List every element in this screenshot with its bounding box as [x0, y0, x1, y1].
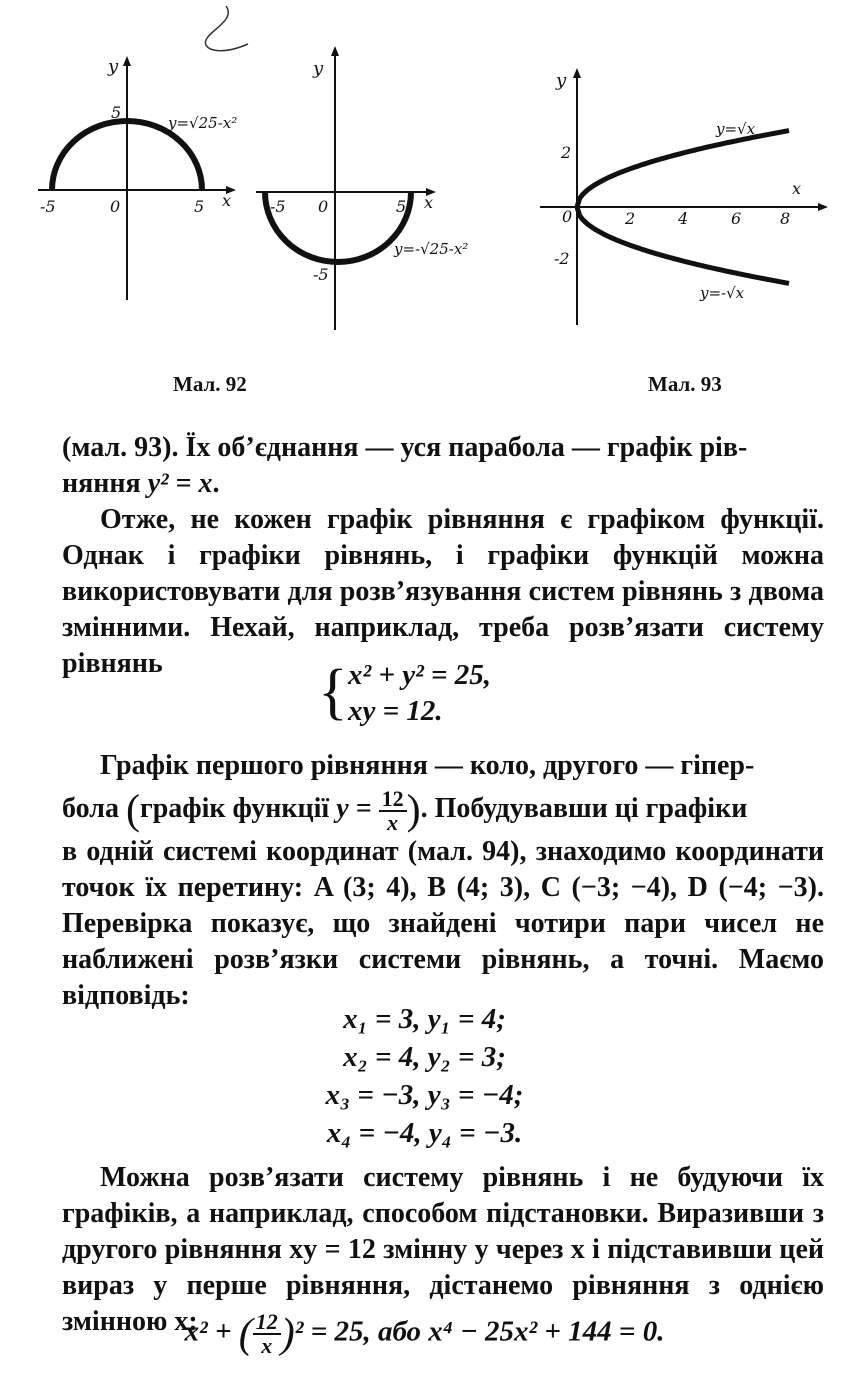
paren-close: )	[406, 787, 421, 834]
text-fragment: . Побудувавши ці графіки	[420, 793, 748, 824]
fig92-right-plot	[256, 46, 468, 330]
tick-pos-5: 5	[396, 197, 407, 216]
paragraph-1-line-1: (мал. 93). Їх об’єднання — уся парабола — графік рів-	[62, 432, 748, 463]
fraction	[379, 785, 407, 835]
y-axis-arrow	[573, 68, 581, 78]
y-axis-label: y	[556, 70, 567, 91]
text-fragment: x² +	[184, 1315, 239, 1348]
paragraph-1	[62, 430, 824, 502]
tick-zero: 0	[318, 197, 329, 216]
figure-area	[0, 0, 849, 360]
text-fragment: графік функції	[139, 793, 337, 824]
tick-x-4: 4	[678, 209, 689, 228]
text-fragment: ² = 25, або x⁴ − 25x² + 144 = 0.	[294, 1315, 665, 1348]
text-fragment: y =	[336, 793, 379, 824]
tick-x-8: 8	[780, 209, 791, 228]
tick-x-0: 0	[562, 207, 573, 226]
text-fragment: .	[212, 468, 220, 499]
x-axis-arrow	[818, 203, 828, 211]
system-line-1: x² + y² = 25,	[348, 659, 492, 691]
system-brace: {	[318, 658, 348, 726]
formula-bottom: y=-√x	[700, 284, 745, 302]
answer-4: x₄ = −4, y₄ = −3.	[326, 1117, 523, 1149]
tick-neg-5: -5	[270, 197, 286, 216]
final-equation	[0, 1310, 849, 1358]
answer-2: x₂ = 4, y₂ = 3;	[343, 1041, 506, 1073]
paragraph-3-line-2	[62, 784, 824, 834]
fig93-plot	[540, 68, 828, 325]
tick-y-neg-2: -2	[554, 249, 570, 268]
paragraph-3-rest: в одній системі координат (мал. 94), знаходимо координати точок їх перетину: A (3; 4), B (4; 3), C (−3; −4), D (−4; −3). Перевірка показує, що знайдені чотири пари чисел не наближені розв’язки системи рівнянь, а точні. Маємо відповідь:	[62, 836, 824, 1011]
y-axis-arrow	[331, 46, 339, 56]
paren-open: (	[125, 787, 140, 834]
text-fragment: бола	[62, 793, 126, 824]
formula-lower: y=-√25-x²	[394, 240, 469, 258]
tick-x-6: 6	[731, 209, 742, 228]
equation-inline: y² = x	[147, 468, 213, 499]
y-axis-label: y	[313, 58, 324, 79]
fraction-denominator: x	[387, 809, 399, 835]
paragraph-1-line-2	[62, 466, 824, 502]
paragraph-2-text: Отже, не кожен графік рівняння є графіком функції. Однак і графіки рівнянь, і графіки функцій можна використовувати для розв’язування систем рівнянь з двома змінними. Нехай, наприклад, треба розв’язати систему рівнянь	[62, 504, 824, 679]
system-line-2: xy = 12.	[348, 695, 443, 727]
tick-pos-5: 5	[194, 197, 205, 216]
fraction-numerator: 12	[379, 788, 407, 812]
fig92-left-plot	[38, 56, 237, 300]
decorative-mark	[205, 6, 248, 51]
semicircle-lower	[265, 192, 411, 262]
x-axis-label: x	[792, 179, 802, 198]
formula-top: y=√x	[716, 120, 756, 138]
tick-top-5: 5	[111, 103, 122, 122]
x-axis-label: x	[424, 193, 434, 212]
tick-zero: 0	[110, 197, 121, 216]
caption-fig92: Мал. 92	[173, 372, 247, 396]
text-fragment: няння	[62, 468, 148, 499]
formula-upper: y=√25-x²	[168, 114, 238, 132]
tick-x-2: 2	[625, 209, 636, 228]
answers-block	[0, 1000, 849, 1152]
tick-y-2: 2	[561, 143, 572, 162]
paragraph-4-text: Можна розв’язати систему рівнянь і не будуючи їх графіків, а наприклад, способом підстановки. Виразивши з другого рівняння xy = 12 змінну y через x і підставивши цей вираз у перше рівняння, дістанемо рівняння з однією змінною x:	[62, 1162, 824, 1337]
paren-close: )	[280, 1311, 295, 1357]
paragraph-3-line-1: Графік першого рівняння — коло, другого — гіпер-	[100, 750, 755, 781]
fraction-denominator: x	[261, 1333, 273, 1358]
paragraph-2	[62, 502, 824, 682]
answer-3: x₃ = −3, y₃ = −4;	[325, 1079, 524, 1111]
caption-fig93: Мал. 93	[648, 372, 722, 396]
paren-open: (	[238, 1311, 253, 1357]
tick-neg-5: -5	[40, 197, 56, 216]
fraction	[253, 1311, 281, 1357]
y-axis-label: y	[108, 56, 119, 77]
fraction-numerator: 12	[253, 1311, 281, 1335]
answer-1: x₁ = 3, y₁ = 4;	[343, 1003, 506, 1035]
tick-bottom-5: -5	[313, 265, 329, 284]
branch-upper	[577, 131, 789, 207]
paragraph-3	[62, 748, 824, 1014]
y-axis-arrow	[123, 56, 131, 66]
x-axis-label: x	[222, 191, 232, 210]
